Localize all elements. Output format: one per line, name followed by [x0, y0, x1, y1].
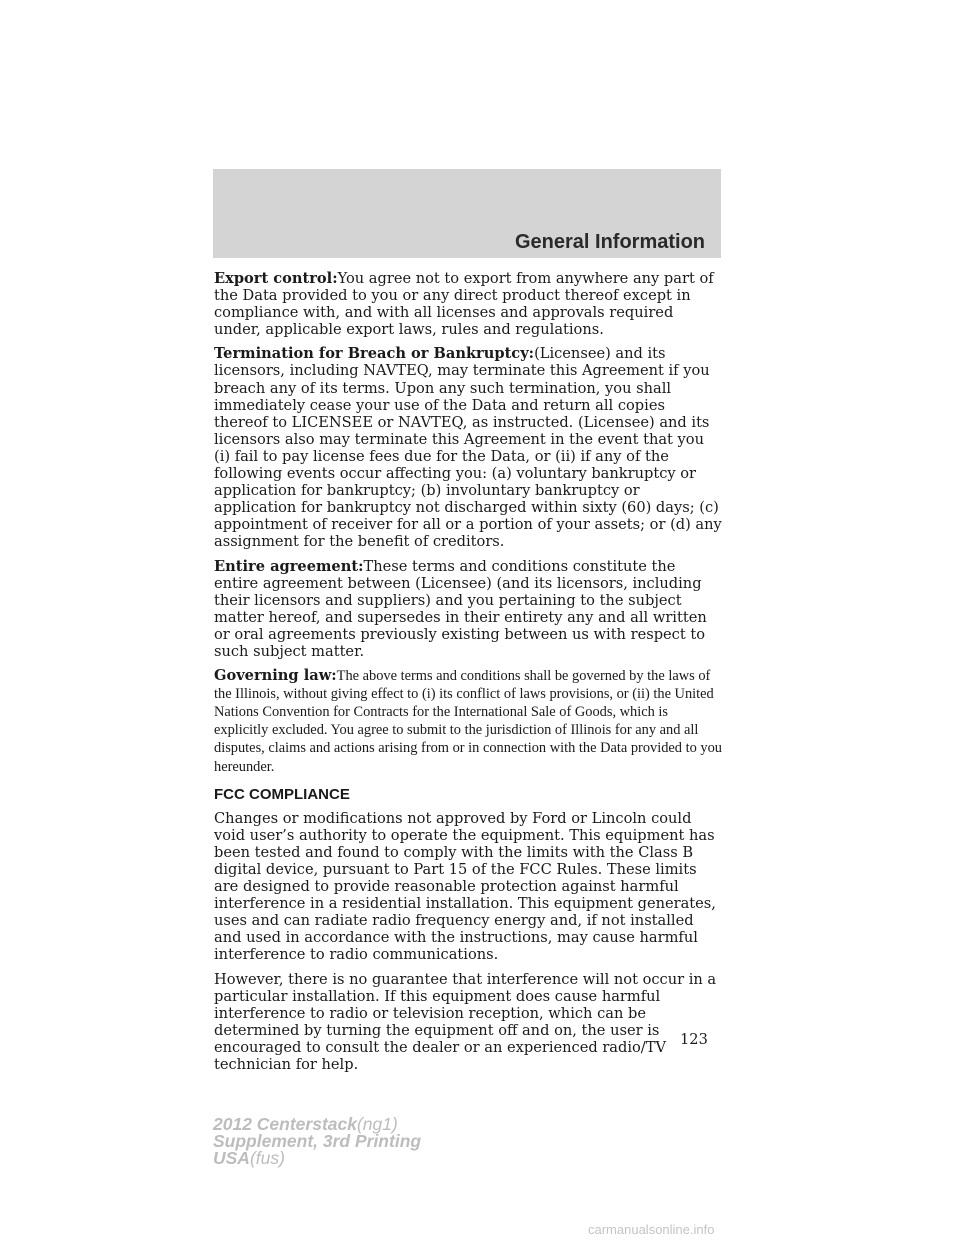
entire-agreement-paragraph — [214, 558, 722, 661]
page-content — [214, 270, 722, 1080]
termination-term: Termination for Breach or Bankruptcy: — [214, 345, 535, 363]
print-footer — [213, 1116, 421, 1167]
section-header-band — [213, 169, 721, 258]
entire-agreement-term: Entire agreement: — [214, 557, 364, 575]
export-control-paragraph — [214, 270, 722, 338]
footer-region: USA — [213, 1148, 250, 1168]
page-number: 123 — [680, 1031, 708, 1048]
governing-law-term: Governing law: — [214, 667, 337, 685]
watermark-link[interactable]: carmanualsonline.info — [588, 1222, 715, 1237]
fcc-heading: FCC COMPLIANCE — [214, 785, 350, 803]
footer-line-3 — [213, 1150, 421, 1167]
governing-law-paragraph — [214, 667, 722, 776]
entire-agreement-body: These terms and conditions constitute the entire agreement between (Licensee) (and its licensors, including their licensors and suppliers) and you pertaining to the subject matter hereof, and supersedes in their entirety any and all written or oral agreements previously existing between us with respect to such subject matter. — [214, 557, 707, 660]
governing-law-body: The above terms and conditions shall be governed by the laws of the Illinois, without giving effect to (i) its conflict of laws provisions, or (ii) the United Nations Convention for Contracts for the International Sale of Goods, which is explicitly excluded. You agree to submit to the jurisdiction of Illinois for any and all disputes, claims and actions arising from or in connection with the Data provided to you hereunder. — [214, 668, 722, 775]
footer-title-code: (ng1) — [356, 1114, 398, 1134]
export-control-body: You agree not to export from anywhere any part of the Data provided to you or any direct product thereof except in compliance with, and with all licenses and approvals required under, applicable export laws, rules and regulations. — [214, 270, 714, 339]
footer-title: 2012 Centerstack — [213, 1114, 357, 1134]
section-title: General Information — [514, 231, 705, 253]
termination-paragraph — [214, 345, 722, 550]
footer-region-code: (fus) — [249, 1148, 285, 1168]
fcc-paragraph-1: Changes or modifications not approved by Ford or Lincoln could void user’s authority to operate the equipment. This equipment has been tested and found to comply with the limits with the Class B digital device, pursuant to Part 15 of the FCC Rules. These limits are designed to provide reasonable protection against harmful interference in a residential installation. This equipment generates, uses and can radiate radio frequency energy and, if not installed and used in accordance with the instructions, may cause harmful interference to radio communications. — [214, 809, 716, 964]
export-control-term: Export control: — [214, 270, 338, 287]
fcc-paragraph-2: However, there is no guarantee that interference will not occur in a particular installation. If this equipment does cause harmful interference to radio or television reception, which can be determined by turning the equipment off and on, the user is encouraged to consult the dealer or an experienced radio/TV technician for help. — [214, 970, 717, 1074]
footer-line-2: Supplement, 3rd Printing — [213, 1131, 422, 1151]
termination-body: (Licensee) and its licensors, including NAVTEQ, may terminate this Agreement if you breach any of its terms. Upon any such termination, you shall immediately cease your use of the Data and return all copies thereof to LICENSEE or NAVTEQ, as instructed. (Licensee) and its licensors also may terminate this Agreement in the event that you (i) fail to pay license fees due for the Data, or (ii) if any of the following events occur affecting you: (a) voluntary bankruptcy or application for bankruptcy; (b) involuntary bankruptcy or application for bankruptcy not discharged within sixty (60) days; (c) appointment of receiver for all or a portion of your assets; or (d) any assignment for the benefit of creditors. — [214, 345, 722, 551]
